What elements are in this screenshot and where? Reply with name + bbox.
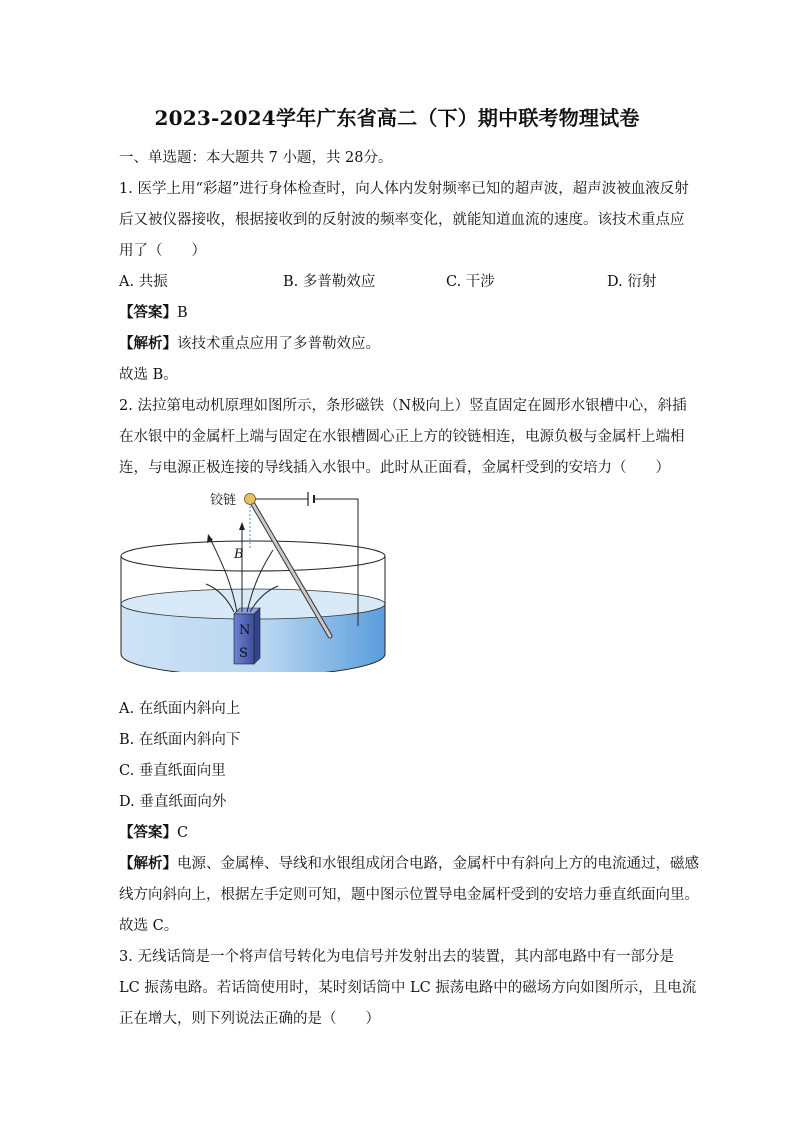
q2-line-1: 2. 法拉第电动机原理如图所示，条形磁铁（N极向上）竖直固定在圆形水银槽中心，斜插 — [119, 398, 687, 414]
q2-option-a: A. 在纸面内斜向上 — [119, 701, 241, 717]
hinge-icon — [245, 494, 256, 505]
q1-option-a: A. 共振 — [119, 274, 168, 290]
q2-analysis-label: 【解析】 — [119, 855, 177, 872]
q1-line-1: 1. 医学上用“彩超”进行身体检查时，向人体内发射频率已知的超声波，超声波被血液反射 — [119, 181, 689, 197]
q2-line-3: 连，与电源正极连接的导线插入水银中。此时从正面看，金属杆受到的安培力（ ） — [119, 460, 670, 476]
magnet-north-label: N — [239, 623, 251, 638]
field-arrow-center — [239, 522, 245, 530]
q2-option-b: B. 在纸面内斜向下 — [119, 732, 241, 748]
q1-line-3: 用了（ ） — [119, 243, 206, 259]
section-heading: 一、单选题：本大题共 7 小题，共 28分。 — [119, 150, 393, 166]
q2-line-2: 在水银中的金属杆上端与固定在水银槽圆心正上方的铰链相连，电源负极与金属杆上端相 — [119, 429, 685, 445]
q1-option-c: C. 干涉 — [446, 274, 495, 290]
trough-rim — [121, 541, 385, 571]
q2-answer — [119, 821, 188, 842]
faraday-motor-figure — [118, 486, 388, 672]
q1-answer-label: 【答案】 — [119, 304, 177, 321]
q2-answer-label: 【答案】 — [119, 824, 177, 841]
q2-analysis-text-1: 电源、金属棒、导线和水银组成闭合电路，金属杆中有斜向上方的电流通过，磁感 — [177, 856, 699, 872]
q1-option-d: D. 衍射 — [607, 274, 657, 290]
q1-answer-value: B — [177, 305, 188, 321]
field-label: B — [234, 547, 244, 562]
q1-analysis-text: 该技术重点应用了多普勒效应。 — [177, 336, 380, 352]
q1-answer — [119, 301, 188, 322]
q2-option-d: D. 垂直纸面向外 — [119, 794, 227, 810]
q3-line-1: 3. 无线话筒是一个将声信号转化为电信号并发射出去的装置，其内部电路中有一部分是 — [119, 949, 674, 965]
q1-line-2: 后又被仪器接收，根据接收到的反射波的频率变化，就能知道血流的速度。该技术重点应 — [119, 212, 685, 228]
q3-line-2: LC 振荡电路。若话筒使用时，某时刻话筒中 LC 振荡电路中的磁场方向如图所示，且电流 — [119, 980, 697, 996]
page-title: 2023-2024学年广东省高二（下）期中联考物理试卷 — [154, 106, 640, 130]
q3-line-3: 正在增大，则下列说法正确的是（ ） — [119, 1011, 380, 1027]
magnet-south-label: S — [239, 646, 248, 661]
hinge-label: 铰链 — [210, 493, 237, 508]
q2-option-c: C. 垂直纸面向里 — [119, 763, 226, 779]
q1-analysis — [119, 332, 380, 353]
magnet-side — [254, 608, 260, 664]
q2-answer-value: C — [177, 825, 189, 841]
q1-analysis-label: 【解析】 — [119, 335, 177, 352]
q2-analysis-text-2: 线方向斜向上，根据左手定则可知，题中图示位置导电金属杆受到的安培力垂直纸面向里。 — [119, 887, 699, 903]
q1-conclusion: 故选 B。 — [119, 367, 178, 383]
q2-analysis — [119, 852, 699, 873]
q1-option-b: B. 多普勒效应 — [283, 274, 376, 290]
q2-conclusion: 故选 C。 — [119, 918, 179, 934]
